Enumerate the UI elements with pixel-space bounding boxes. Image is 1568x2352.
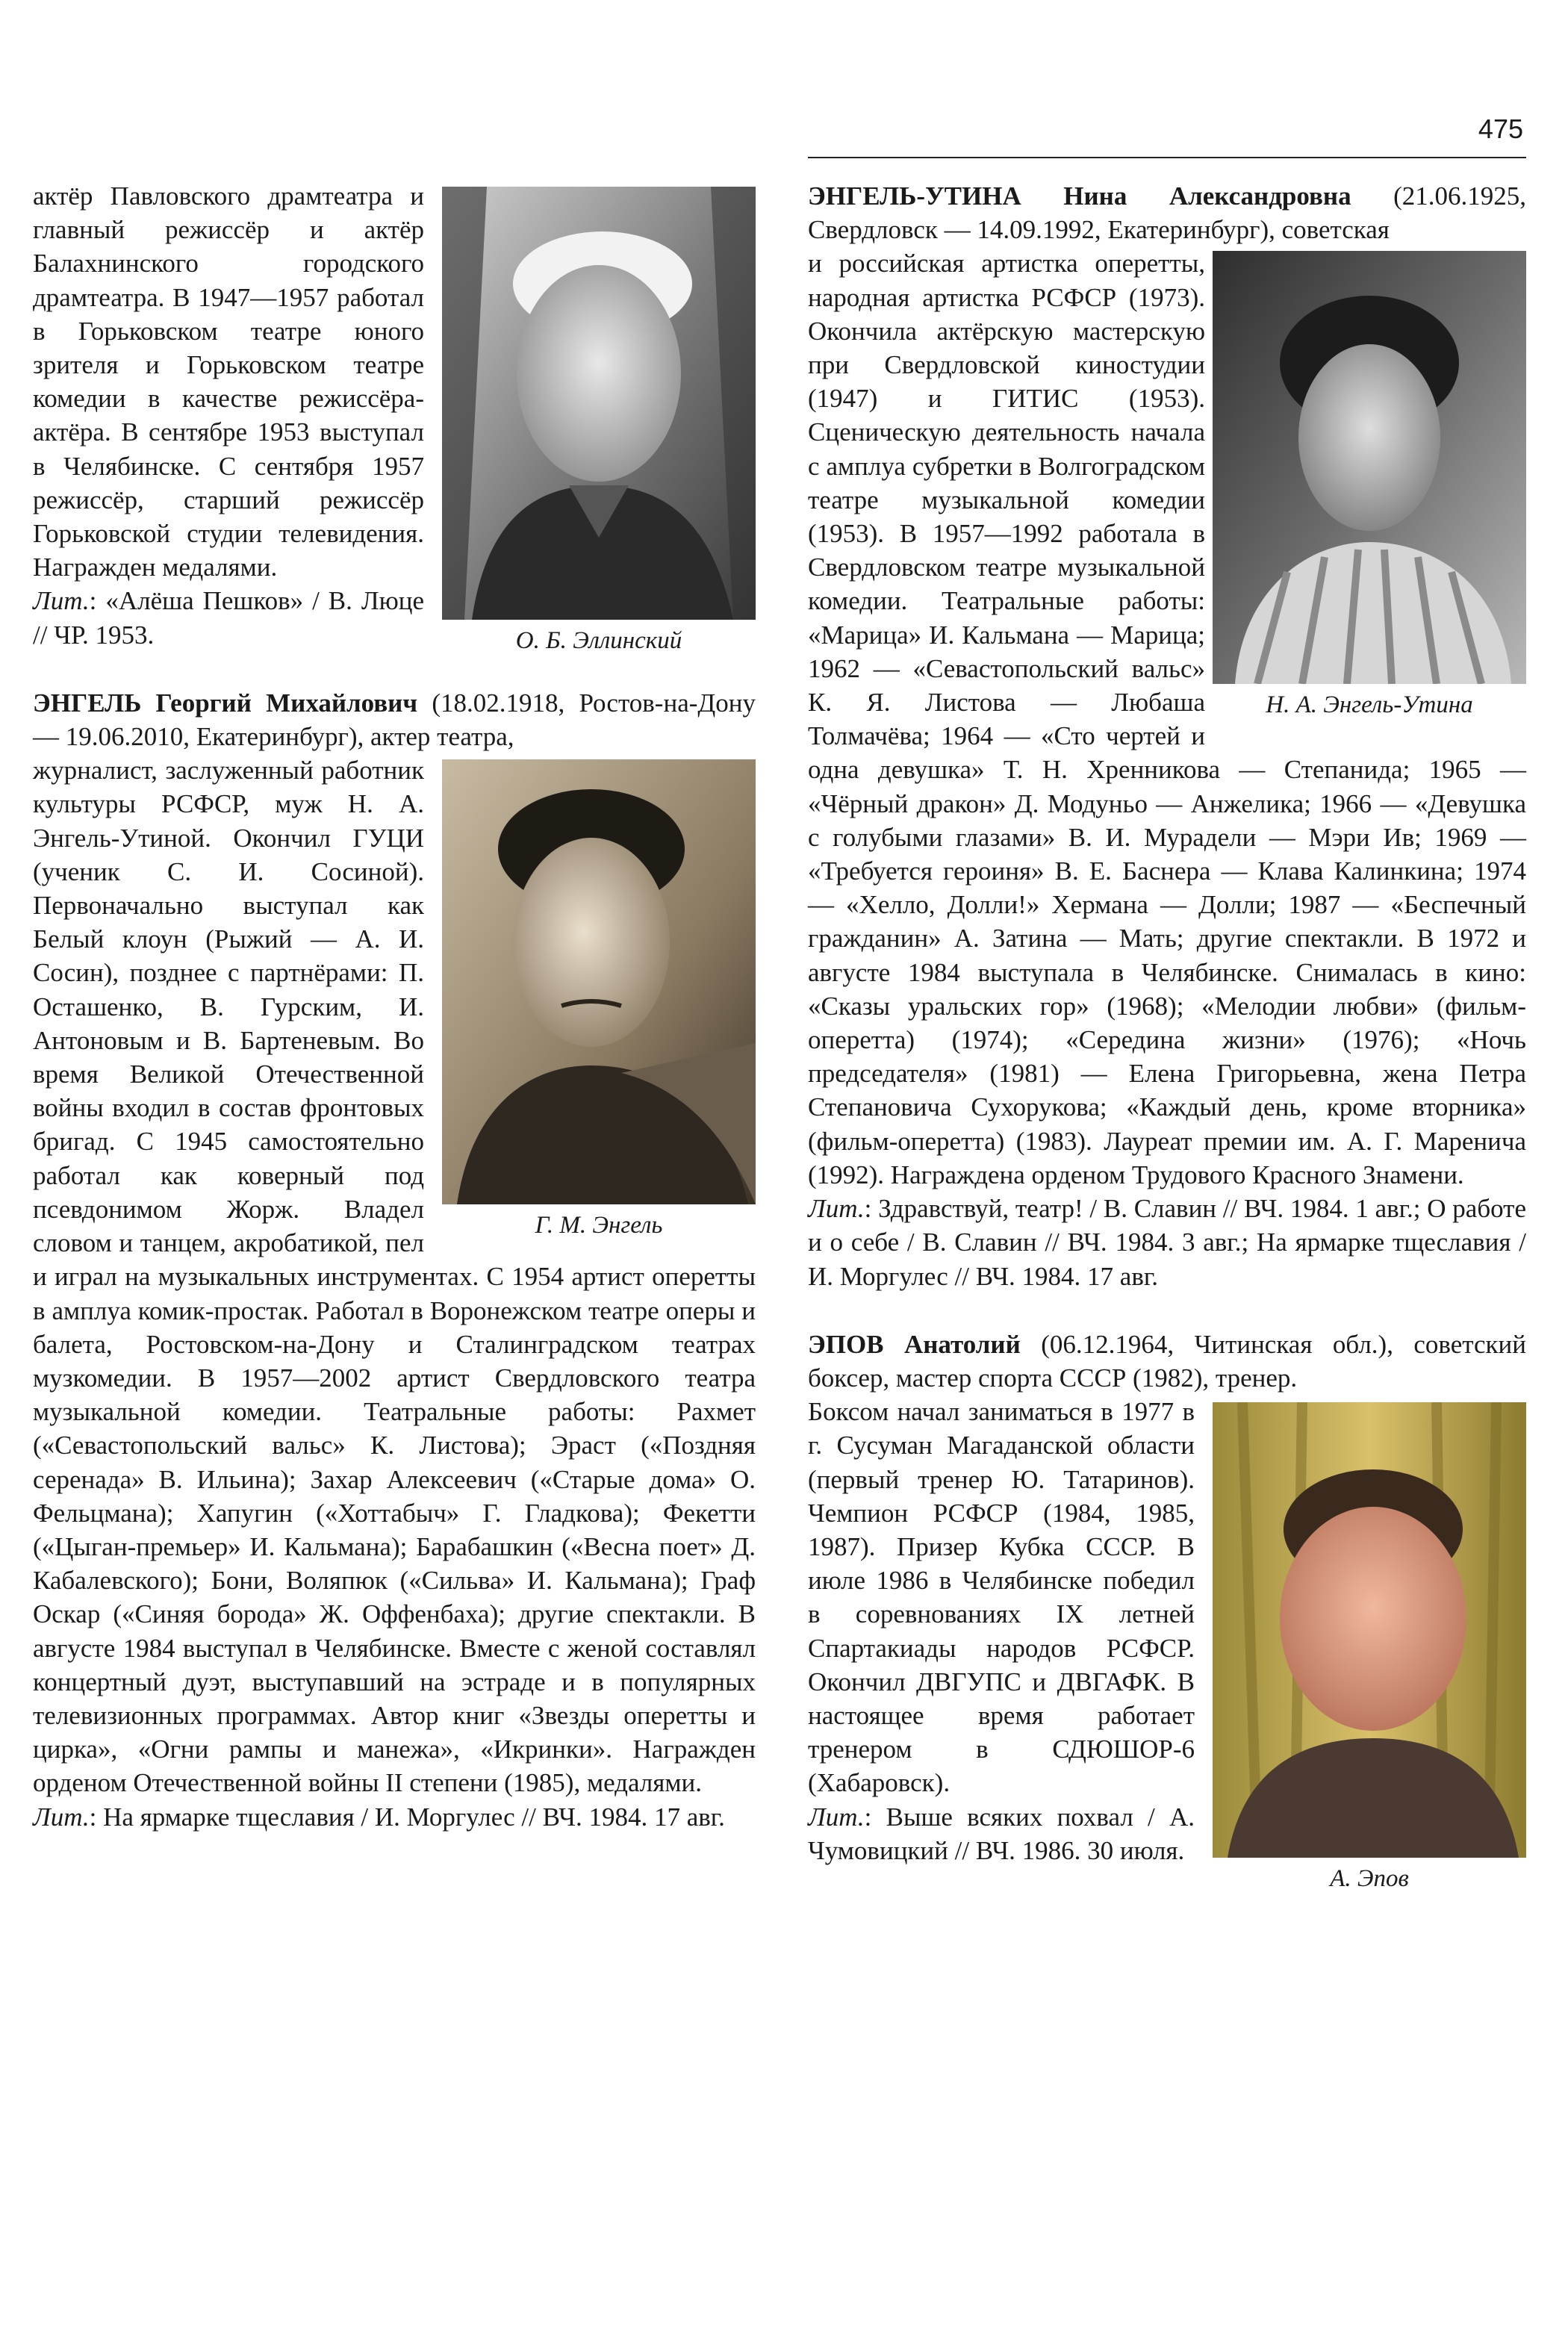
epov-text-head: (06.12.1964, Читинская обл.), советский боксер, мастер спорта СССР (1982), тренер.: [808, 1329, 1527, 1393]
photo-engel-utina: [1213, 251, 1526, 684]
engel-entry-text: журналист, заслуженный работник культуры РСФСР, муж Н. А. Энгель-Утиной. Окончил ГУЦИ (ученик С. И. Сосиной). Первоначально выступал как Белый клоун (Рыжий — А. И. Сосин), позднее с партнёрами: П. Осташенко, В. Гурским, И. Антоновым и В. Бартеневым. Во время Великой Отечественной войны входил в состав фронтовых бригад. С 1945 самостоятельно работал как коверный под псевдонимом Жорж. Владел словом и танцем, акробатикой, пел и играл на музыкальных инструментах. С 1954 артист оперетты в амплуа комик-простак. Работал в Воронежском театре оперы и балета, Ростовском-на-Дону и Сталинградском театрах музкомедии. В 1957—2002 артист Свердловского театра музыкальной комедии. Театральные работы: Рахмет («Севастопольский вальс» К. Листова); Эраст («Поздняя серенада» В. Ильина); Захар Алексеевич («Старые дома» О. Фельцмана); Хапугин («Хоттабыч» Г. Гладкова); Фекетти («Цыган-премьер» И. Кальмана); Барабашкин («Весна поет» Д. Кабалевского); Бони, Воляпюк («Сильва» И. Кальмана); Граф Оскар («Синяя борода» Ж. Оффенбаха); другие спектакли. В августе 1984 выступал в Челябинске. Вместе с женой составлял концертный дуэт, выступавший на эстраде и в популярных телевизионных программах. Автор книг «Звезды оперетты и цирка», «Огни рампы и манежа», «Икринки». Награжден орденом Отечественной войны II степени (1985), медалями.: [33, 756, 756, 1798]
photo-ellinsky-caption: О. Б. Эллинский: [515, 627, 682, 654]
lit-label: Лит.: [33, 586, 90, 616]
lit-label: Лит.: [808, 1802, 865, 1832]
lit-label: Лит.: [33, 1802, 90, 1832]
engel-utina-headword: ЭНГЕЛЬ-УТИНА Нина Александровна: [808, 181, 1351, 211]
engel-utina-literature: [808, 1192, 1526, 1293]
engel-utina-entry-head: [808, 179, 1526, 246]
lit-text: : На ярмарке тщеславия / И. Моргулес // ВЧ. 1984. 17 авг.: [89, 1802, 725, 1832]
lit-label: Лит.: [808, 1194, 865, 1224]
engel-headword: ЭНГЕЛЬ Георгий Михайлович: [33, 688, 418, 718]
photo-engel-caption: Г. М. Энгель: [535, 1212, 663, 1239]
photo-epov-caption: А. Эпов: [1330, 1865, 1409, 1893]
right-column: [808, 179, 1526, 1894]
photo-engel-figure: [442, 759, 756, 1240]
photo-engel-utina-figure: [1213, 251, 1526, 720]
lit-text: : «Алёша Пешков» / В. Люце // ЧР. 1953.: [33, 586, 424, 650]
photo-epov-figure: [1213, 1402, 1526, 1894]
header-rule: [808, 157, 1526, 158]
epov-entry-text: Боксом начал заниматься в 1977 в г. Сусуман Магаданской области (первый тренер Ю. Татаринов). Чемпион РСФСР (1984, 1985, 1987). Призер Кубка СССР. В июле 1986 в Челябинске победил в соревнованиях IX летней Спартакиады народов РСФСР. Окончил ДВГУПС и ДВГАФК. В настоящее время работает тренером в СДЮШОР-6 (Хабаровск).: [808, 1397, 1195, 1798]
photo-epov: [1213, 1402, 1526, 1858]
engel-utina-entry-text: и российская артистка оперетты, народная артистка РСФСР (1973). Окончила актёрскую мастерскую при Свердловской киностудии (1947) и ГИТИС (1953). Сценическую деятельность начала с амплуа субретки в Волгоградском театре музыкальной комедии (1953). В 1957—1992 работала в Свердловском театре музыкальной комедии. Театральные работы: «Марица» И. Кальмана — Марица; 1962 — «Севастопольский вальс» К. Я. Листова — Любаша Толмачёва; 1964 — «Сто чертей и одна девушка» Т. Н. Хренникова — Степанида; 1965 — «Чёрный дракон» Д. Модуньо — Анжелика; 1966 — «Девушка с голубыми глазами» В. И. Мурадели — Мэри Ив; 1969 — «Требуется героиня» В. Е. Баснера — Клава Калинкина; 1974 — «Хелло, Долли!» Хермана — Долли; 1987 — «Беспечный гражданин» А. Затина — Мать; другие спектакли. В 1972 и августе 1984 выступала в Челябинске. Снималась в кино: «Сказы уральских гор» (1968); «Мелодии любви» (фильм-оперетта) (1974); «Середина жизни» (1976); «Ночь председателя» (1981) — Елена Григорьевна, жена Петра Степановича Сухорукова; «Каждый день, кроме вторника» (фильм-оперетта) (1983). Лауреат премии им. А. Г. Маренича (1992). Награждена орденом Трудового Красного Знамени.: [808, 249, 1526, 1189]
epov-headword: ЭПОВ Анатолий: [808, 1329, 1021, 1359]
engel-literature: [33, 1800, 756, 1834]
engel-entry: [33, 686, 756, 753]
lit-text: : Выше всяких похвал / А. Чумовицкий // ВЧ. 1986. 30 июля.: [808, 1802, 1195, 1865]
engel-entry-text-head: (18.02.1918, Ростов-на-Дону — 19.06.2010, Екатеринбург), актер театра,: [33, 688, 756, 752]
ellinsky-entry-text: актёр Павловского драмтеатра и главный режиссёр и актёр Балахнинского городского драмтеатра. В 1947—1957 работал в Горьковском театре юного зрителя и Горьковском театре комедии в качестве режиссёра-актёра. В сентябре 1953 выступал в Челябинске. С сентября 1957 режиссёр, старший режиссёр Горьковской студии телевидения. Награжден медалями.: [33, 181, 424, 582]
photo-ellinsky-figure: [442, 187, 756, 656]
engel-utina-text-head: (21.06.1925, Свердловск — 14.09.1992, Екатеринбург), советская: [808, 181, 1526, 245]
photo-engel-utina-caption: Н. А. Энгель-Утина: [1266, 691, 1473, 719]
left-column: [33, 179, 756, 1834]
lit-text: : Здравствуй, театр! / В. Славин // ВЧ. 1984. 1 авг.; О работе и о себе / В. Славин // ВЧ. 1984. 3 авг.; На ярмарке тщеславия / И. Моргулес // ВЧ. 1984. 17 авг.: [808, 1194, 1527, 1291]
page-number: 475: [1478, 113, 1523, 144]
photo-engel: [442, 759, 756, 1204]
epov-entry-head: [808, 1328, 1526, 1395]
photo-ellinsky: [442, 187, 756, 620]
